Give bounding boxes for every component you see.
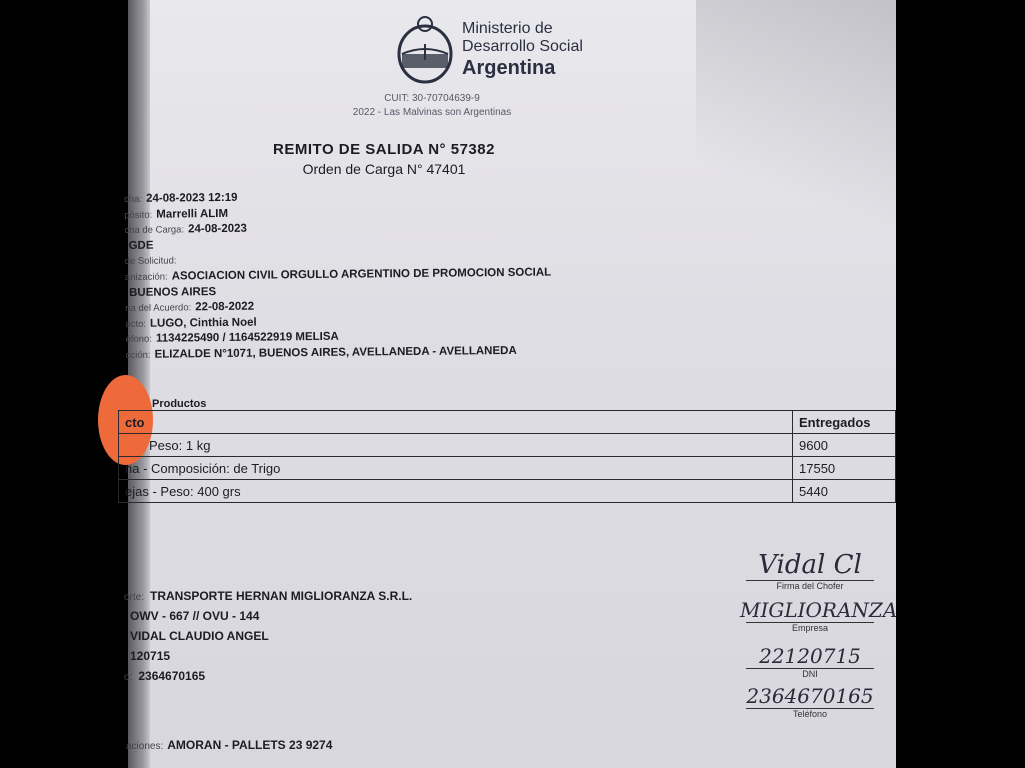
transport-block (124, 587, 412, 687)
info-row: pósito: Marrelli ALIM (124, 207, 229, 221)
product-cell: na - Composición: de Trigo (119, 457, 793, 480)
info-block (124, 188, 552, 364)
ministry-line-2: Desarrollo Social (462, 38, 583, 55)
delivered-cell: 17550 (793, 457, 896, 480)
table-row (119, 480, 896, 503)
info-row: na del Acuerdo: 22-08-2022 (125, 300, 255, 315)
product-cell: Peso: 1 kg (119, 434, 793, 457)
transport-row: 120715 (130, 649, 171, 663)
transport-row: OWV - 667 // OVU - 144 (130, 609, 260, 623)
table-header-row (119, 411, 896, 434)
country-name: Argentina (462, 57, 556, 79)
info-row: éfono: 1134225490 / 1164522919 MELISA (125, 331, 339, 346)
ministry-line-1: Ministerio de (462, 20, 553, 37)
delivered-cell: 5440 (793, 480, 896, 503)
info-row: cción: ELIZALDE N°1071, BUENOS AIRES, AVELLANEDA - AVELLANEDA (125, 344, 517, 361)
column-header-product: cto (119, 411, 793, 434)
signature-company: MIGLIORANZA Empresa (740, 598, 898, 633)
motto-line: 2022 - Las Malvinas son Argentinas (352, 107, 512, 118)
signature-phone: 2364670165 Teléfono (746, 684, 874, 719)
products-section-label: Productos (152, 398, 207, 410)
signature-driver: Vidal Cl Firma del Chofer (740, 550, 880, 591)
transport-row: o: 2364670165 (124, 669, 206, 683)
transport-row: orte: TRANSPORTE HERNAN MIGLIORANZA S.R.L. (124, 589, 413, 603)
ministry-name (462, 20, 583, 80)
info-row: cha: 24-08-2023 12:19 (124, 191, 238, 205)
cuit-number: CUIT: 30-70704639-9 (384, 93, 480, 104)
document-subtitle: Orden de Carga N° 47401 (302, 161, 466, 177)
delivered-cell: 9600 (793, 434, 896, 457)
info-row: acto: LUGO, Cinthia Noel (125, 316, 257, 330)
table-row (119, 457, 896, 480)
info-row: GDE (128, 239, 154, 252)
paper-shadow (696, 0, 896, 260)
observations-line: aciones: AMORAN - PALLETS 23 9274 (126, 738, 333, 752)
column-header-delivered: Entregados (793, 411, 896, 434)
info-row: de Solicitud: (124, 255, 177, 268)
document-paper (124, 0, 898, 768)
argentina-coat-of-arms-icon (396, 14, 454, 84)
signature-dni: 22120715 DNI (740, 644, 880, 679)
info-row: anización: ASOCIACION CIVIL ORGULLO ARGENTINO DE PROMOCION SOCIAL (124, 266, 552, 283)
document-title: REMITO DE SALIDA N° 57382 (273, 141, 495, 158)
table-row (119, 434, 896, 457)
transport-row: VIDAL CLAUDIO ANGEL (130, 629, 269, 643)
info-row: cha de Carga: 24-08-2023 (124, 222, 247, 237)
products-table (118, 410, 896, 503)
info-row: BUENOS AIRES (128, 285, 217, 299)
product-cell: ejas - Peso: 400 grs (119, 480, 793, 503)
